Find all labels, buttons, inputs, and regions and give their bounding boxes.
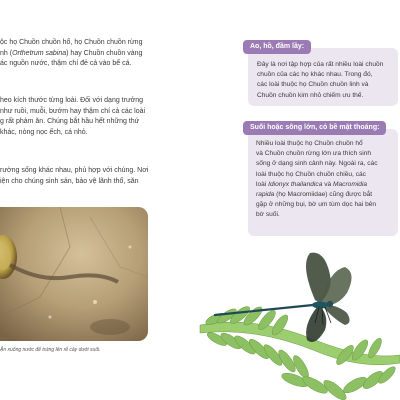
text-line [0, 49, 142, 60]
snail-photo [0, 207, 148, 341]
text-fragment: (họ Macromiidae) cũng được bắt [274, 190, 373, 198]
heading-ponds: Ao, hồ, đầm lầy: [243, 40, 311, 54]
text-line: heo kích thước từng loài. Đối với dạng trưởng [0, 97, 144, 104]
text-line: Chuồn chuồn kim nhỏ chiếm ưu thế. [257, 91, 364, 99]
text-line: loài thuộc họ Chuồn chuồn chiều, các [256, 170, 366, 178]
scientific-name: Idionyx thailandica [268, 180, 323, 188]
text-fragment: và [322, 180, 334, 188]
fern-icon [200, 304, 400, 400]
damselfly-on-fern-icon [195, 245, 400, 400]
text-line: Đây là nơi tập hợp của rất nhiều loài chuồn [257, 61, 384, 68]
text-line: chuồn của các họ khác nhau. Trong đó, [257, 71, 373, 79]
text-line: ộc họ Chuồn chuồn hổ, họ Chuồn chuồn rừng [0, 39, 143, 46]
photo-caption: Ận xuống nước để trứng lên rể cây dưới suối. [0, 347, 101, 353]
text-line: gặp ở những bụi, bờ um tùm dọc hai bên [256, 201, 377, 209]
scientific-name: rapida [256, 190, 275, 198]
text-line: ác nguồn nước, thậm chí đẻ cả vào bể cá. [0, 60, 132, 67]
text-line: Nhiều loài thuộc họ Chuồn chuồn hổ [256, 140, 363, 147]
text-line: bờ suối. [256, 211, 280, 219]
text-line: các loài thuộc họ Chuồn chuồn linh và [257, 81, 369, 89]
info-box-streams [248, 129, 398, 236]
text-line [256, 180, 398, 190]
paragraph-diet [0, 96, 145, 138]
text-line: iện cho chúng sinh sản, bảo vệ lãnh thổ, săn [0, 177, 139, 185]
text-line: và Chuồn chuồn rừng lớn ưa thích sinh [256, 150, 372, 158]
text-line [256, 190, 398, 200]
text-line: sống ở dạng sinh cảnh này. Ngoài ra, các [256, 160, 378, 168]
text-fragment: nh (Orthetrum sabina) hay Chuồn chuồn vàng [0, 49, 143, 57]
text-line: như ruồi, muỗi, bướm hay thậm chí cả các loài [0, 107, 146, 115]
info-box-ponds [248, 48, 398, 106]
text-line: rường sống khác nhau, phủ hợp với chúng. Nơi [0, 167, 149, 174]
snail-on-sand-photo-icon [0, 207, 148, 341]
scientific-name: Orthetrum sabina [12, 49, 67, 57]
paragraph-habitat [0, 166, 148, 187]
heading-streams: Suối hoặc sông lớn, có bề mặt thoáng: [243, 121, 386, 135]
text-fragment: loài [256, 180, 269, 188]
text-line: khác, nòng nọc ếch, cá nhỏ. [0, 128, 88, 136]
text-line: g rất phàm ăn. Chúng bắt hầu hết những thứ [0, 118, 140, 125]
scientific-name: Macromidia [333, 180, 368, 188]
paragraph-breeding-sites [0, 38, 142, 70]
